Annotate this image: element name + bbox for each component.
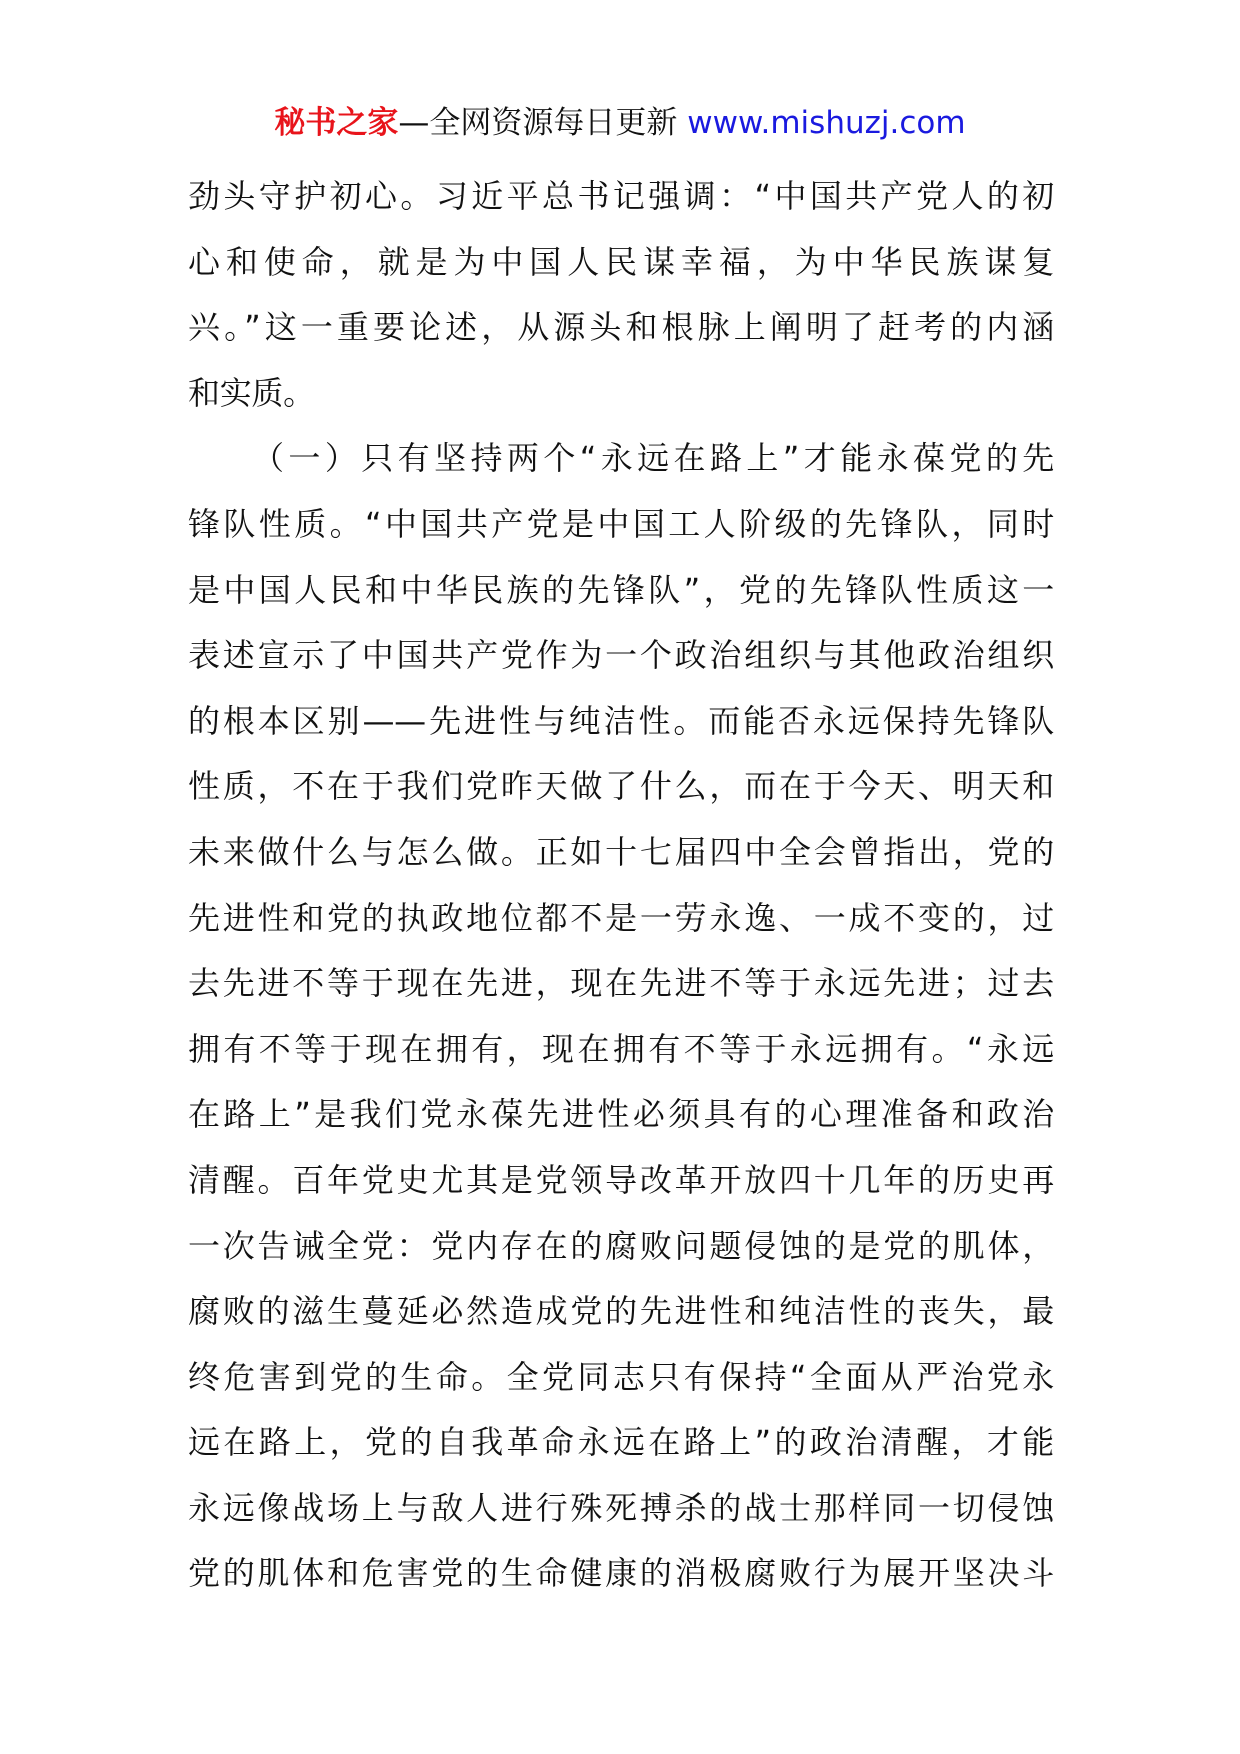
site-header <box>0 100 1240 146</box>
text-line: 心和使命，就是为中国人民谋幸福，为中华民族谋复 <box>188 242 1054 281</box>
text-line: 劲头守护初心。习近平总书记强调：“中国共产党人的初 <box>188 177 1054 215</box>
site-url-link[interactable]: www.mishuzj.com <box>687 105 966 141</box>
text-line: 未来做什么与怎么做。正如十七届四中全会曾指出，党的 <box>188 832 1054 871</box>
document-body <box>188 164 1054 1607</box>
text-line: 性质，不在于我们党昨天做了什么，而在于今天、明天和 <box>188 767 1054 806</box>
text-line: 终危害到党的生命。全党同志只有保持“全面从严治党永 <box>188 1357 1054 1396</box>
brand-name: 秘书之家 <box>274 105 399 141</box>
text-line: 永远像战场上与敌人进行殊死搏杀的战士那样同一切侵蚀 <box>188 1488 1054 1527</box>
text-line: 拥有不等于现在拥有，现在拥有不等于永远拥有。“永远 <box>188 1029 1054 1068</box>
section-heading-line: （一）只有坚持两个“永远在路上”才能永葆党的先 <box>252 439 1054 478</box>
text-line: 腐败的滋生蔓延必然造成党的先进性和纯洁性的丧失，最 <box>188 1292 1054 1331</box>
text-line: 和实质。 <box>188 373 315 412</box>
text-line: 去先进不等于现在先进，现在先进不等于永远先进；过去 <box>188 964 1054 1003</box>
text-line: 兴。”这一重要论述，从源头和根脉上阐明了赶考的内涵 <box>188 308 1054 347</box>
text-line: 党的肌体和危害党的生命健康的消极腐败行为展开坚决斗 <box>188 1554 1054 1593</box>
text-line: 一次告诫全党：党内存在的腐败问题侵蚀的是党的肌体， <box>188 1226 1054 1265</box>
text-line: 远在路上，党的自我革命永远在路上”的政治清醒，才能 <box>188 1423 1054 1462</box>
text-line: 的根本区别——先进性与纯洁性。而能否永远保持先锋队 <box>188 701 1054 740</box>
text-line: 表述宣示了中国共产党作为一个政治组织与其他政治组织 <box>188 636 1054 675</box>
text-line: 是中国人民和中华民族的先锋队”，党的先锋队性质这一 <box>188 570 1054 609</box>
text-line: 先进性和党的执政地位都不是一劳永逸、一成不变的，过 <box>188 898 1054 937</box>
text-line: 锋队性质。“中国共产党是中国工人阶级的先锋队，同时 <box>188 504 1054 543</box>
header-tagline: —全网资源每日更新 <box>398 105 688 141</box>
text-line: 清醒。百年党史尤其是党领导改革开放四十几年的历史再 <box>188 1160 1054 1199</box>
text-line: 在路上”是我们党永葆先进性必须具有的心理准备和政治 <box>188 1095 1054 1134</box>
